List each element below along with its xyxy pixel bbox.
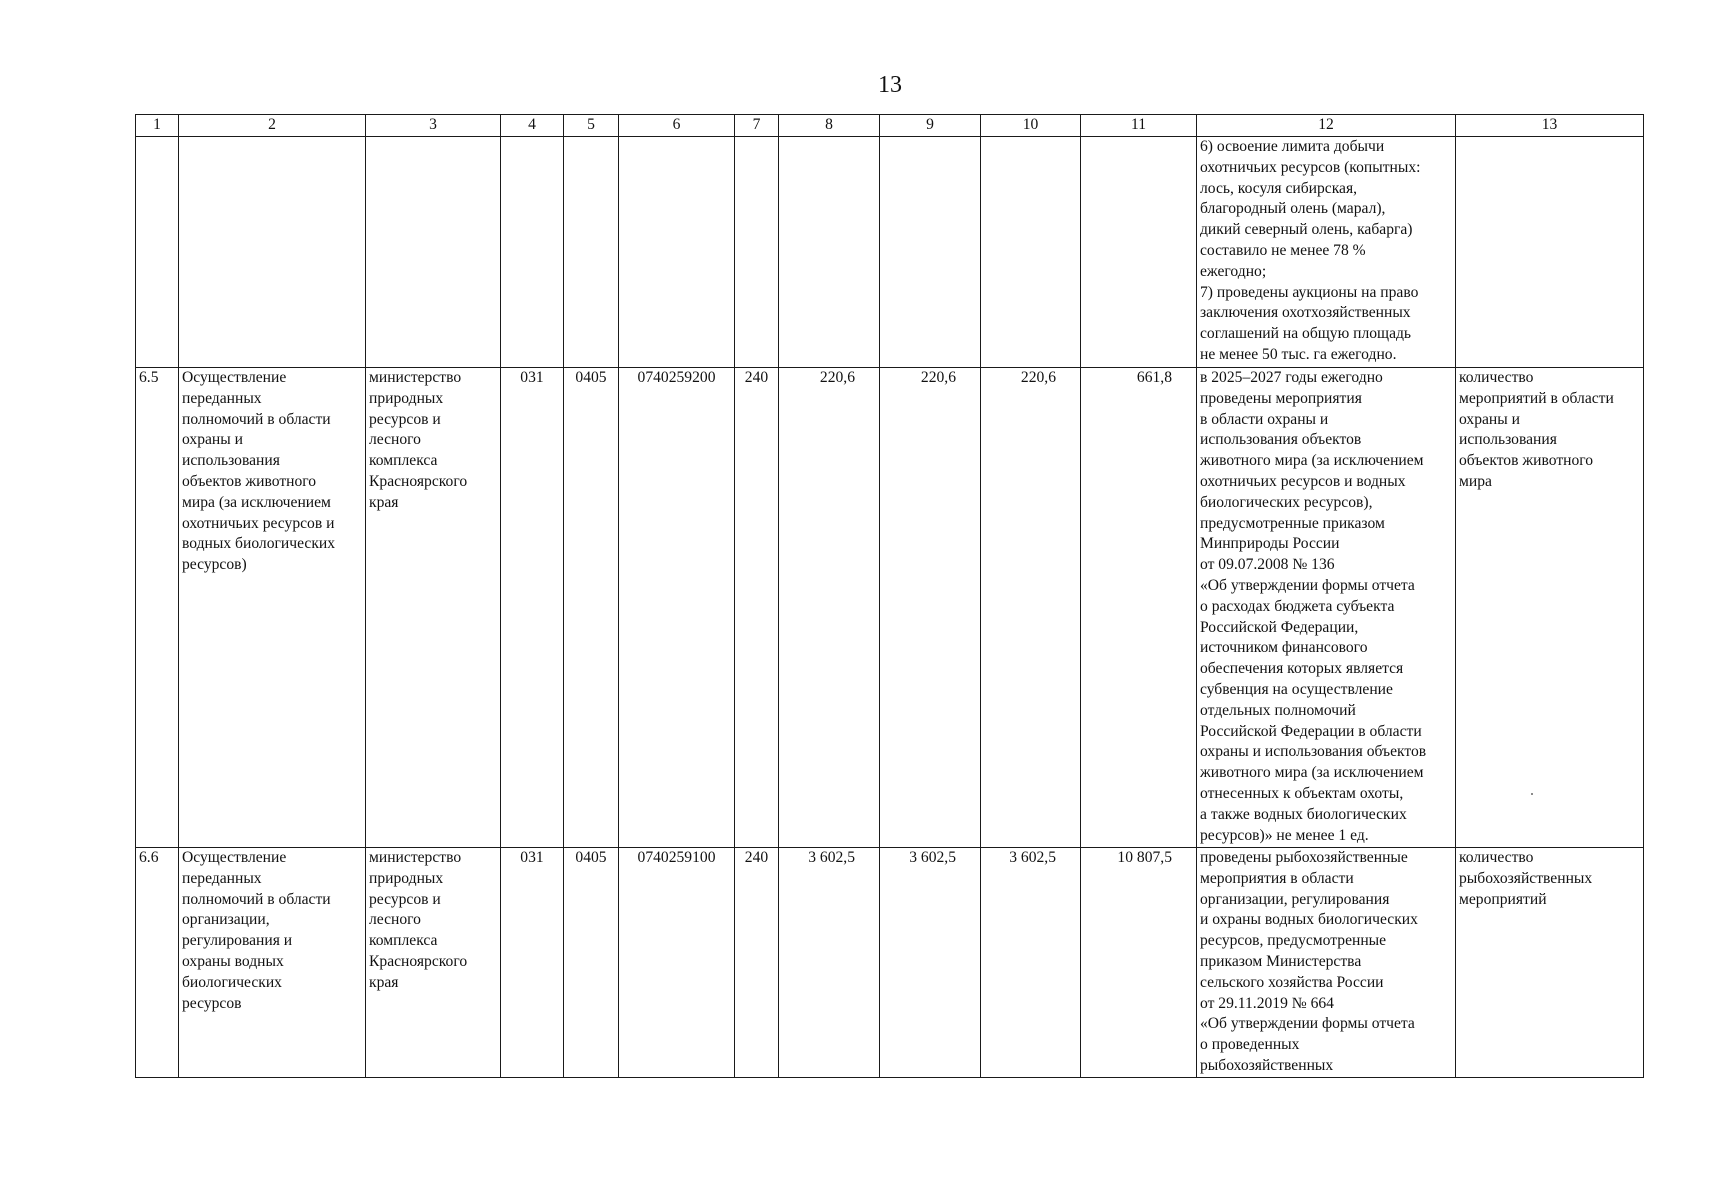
text-line: министерство bbox=[369, 849, 462, 866]
cell-activity-name bbox=[179, 137, 366, 368]
text-line: охотничьих ресурсов и bbox=[182, 514, 335, 532]
cell-expected-result bbox=[1197, 848, 1456, 1078]
cell-amount-2027: 3 602,5 bbox=[981, 848, 1081, 1078]
text-line: лесного bbox=[369, 911, 421, 929]
text-line: охотничьих ресурсов (копытных: bbox=[1200, 158, 1421, 176]
cell-number: 6.6 bbox=[136, 848, 179, 1078]
text-line: мира bbox=[1459, 472, 1492, 490]
text-line: Красноярского bbox=[369, 472, 468, 490]
text-line: дикий северный олень, кабарга) bbox=[1200, 221, 1413, 239]
text-line: комплекса bbox=[369, 932, 438, 950]
cell-amount-2025: 3 602,5 bbox=[779, 848, 880, 1078]
text-line: в области охраны и bbox=[1200, 410, 1329, 428]
text-line: биологических bbox=[182, 973, 282, 991]
text-line: в 2025–2027 годы ежегодно bbox=[1200, 369, 1383, 386]
text-line: мероприятий в области bbox=[1459, 389, 1614, 407]
text-line: мира (за исключением bbox=[182, 493, 331, 511]
text-line: ресурсов и bbox=[369, 890, 441, 908]
text-line: «Об утверждении формы отчета bbox=[1200, 1015, 1415, 1033]
cell-amount-2025: 220,6 bbox=[779, 368, 880, 848]
text-line: ежегодно; bbox=[1200, 262, 1267, 280]
page-number: 13 bbox=[878, 72, 902, 98]
text-line: объектов животного bbox=[182, 472, 317, 490]
text-line: Осуществление bbox=[182, 369, 287, 386]
cell-code-grbs: 031 bbox=[501, 368, 564, 848]
text-line: Красноярского bbox=[369, 952, 468, 970]
text-line: ресурсов и bbox=[369, 410, 441, 428]
text-line: Российской Федерации, bbox=[1200, 618, 1359, 636]
text-line: а также водных биологических bbox=[1200, 805, 1407, 823]
cell-code-section bbox=[564, 137, 619, 368]
text-line: ресурсов, предусмотренные bbox=[1200, 932, 1387, 950]
program-activities-table bbox=[135, 114, 1644, 1078]
text-line: использования bbox=[182, 452, 280, 470]
cell-code-target bbox=[619, 137, 735, 368]
cell-executor bbox=[366, 848, 501, 1078]
text-line: отдельных полномочий bbox=[1200, 701, 1356, 719]
text-line: переданных bbox=[182, 869, 262, 887]
text-line: рыбохозяйственных bbox=[1200, 1056, 1334, 1074]
text-line: Осуществление bbox=[182, 849, 287, 866]
text-line: проведены рыбохозяйственные bbox=[1200, 849, 1408, 866]
text-line: «Об утверждении формы отчета bbox=[1200, 576, 1415, 594]
text-line: природных bbox=[369, 869, 444, 887]
text-line: водных биологических bbox=[182, 535, 336, 553]
cell-number bbox=[136, 137, 179, 368]
column-header: 1 bbox=[136, 115, 179, 137]
text-line: предусмотренные приказом bbox=[1200, 514, 1385, 532]
text-line: биологических ресурсов), bbox=[1200, 493, 1373, 511]
cell-code-section: 0405 bbox=[564, 848, 619, 1078]
text-line: и охраны водных биологических bbox=[1200, 911, 1418, 929]
cell-number: 6.5 bbox=[136, 368, 179, 848]
column-header: 9 bbox=[880, 115, 981, 137]
column-header: 10 bbox=[981, 115, 1081, 137]
text-line: субвенция на осуществление bbox=[1200, 680, 1393, 698]
cell-amount-2027: 220,6 bbox=[981, 368, 1081, 848]
table-row bbox=[136, 368, 1644, 848]
text-line: Российской Федерации в области bbox=[1200, 722, 1422, 740]
cell-indicator bbox=[1456, 137, 1644, 368]
cell-activity-name bbox=[179, 368, 366, 848]
column-header: 13 bbox=[1456, 115, 1644, 137]
text-line: о проведенных bbox=[1200, 1036, 1300, 1054]
text-line: 6) освоение лимита добычи bbox=[1200, 138, 1385, 155]
text-line: источником финансового bbox=[1200, 639, 1368, 657]
text-line: переданных bbox=[182, 389, 262, 407]
column-header: 12 bbox=[1197, 115, 1456, 137]
text-line: мероприятия в области bbox=[1200, 869, 1354, 887]
text-line: приказом Министерства bbox=[1200, 952, 1362, 970]
text-line: мероприятий bbox=[1459, 890, 1547, 908]
cell-expected-result bbox=[1197, 368, 1456, 848]
column-header: 7 bbox=[735, 115, 779, 137]
text-line: рыбохозяйственных bbox=[1459, 869, 1593, 887]
text-line: проведены мероприятия bbox=[1200, 389, 1362, 407]
text-line: заключения охотхозяйственных bbox=[1200, 304, 1411, 322]
text-line: обеспечения которых является bbox=[1200, 660, 1404, 678]
cell-code-expense: 240 bbox=[735, 848, 779, 1078]
text-line: животного мира (за исключением bbox=[1200, 764, 1424, 782]
text-line: края bbox=[369, 973, 399, 991]
cell-executor bbox=[366, 137, 501, 368]
text-line: министерство bbox=[369, 369, 462, 386]
text-line: Минприроды России bbox=[1200, 535, 1340, 553]
text-line: ресурсов) bbox=[182, 556, 247, 574]
text-line: объектов животного bbox=[1459, 452, 1594, 470]
text-line: полномочий в области bbox=[182, 410, 331, 428]
cell-code-expense: 240 bbox=[735, 368, 779, 848]
text-line: охраны и использования объектов bbox=[1200, 743, 1427, 761]
cell-executor bbox=[366, 368, 501, 848]
header-row bbox=[136, 115, 1644, 137]
cell-amount-2025 bbox=[779, 137, 880, 368]
text-line: организации, регулирования bbox=[1200, 890, 1390, 908]
column-header: 3 bbox=[366, 115, 501, 137]
text-line: количество bbox=[1459, 849, 1534, 866]
column-header: 2 bbox=[179, 115, 366, 137]
text-line: охраны и bbox=[182, 431, 243, 449]
text-line: охотничьих ресурсов и водных bbox=[1200, 472, 1406, 490]
text-line: составило не менее 78 % bbox=[1200, 241, 1366, 259]
cell-code-expense bbox=[735, 137, 779, 368]
text-line: 7) проведены аукционы на право bbox=[1200, 283, 1419, 301]
text-line: охраны и bbox=[1459, 410, 1520, 428]
text-line: комплекса bbox=[369, 452, 438, 470]
table-row bbox=[136, 848, 1644, 1078]
text-line: лось, косуля сибирская, bbox=[1200, 179, 1358, 197]
text-line: соглашений на общую площадь bbox=[1200, 325, 1412, 343]
cell-indicator bbox=[1456, 368, 1644, 848]
text-line: количество bbox=[1459, 369, 1534, 386]
cell-code-section: 0405 bbox=[564, 368, 619, 848]
text-line: о расходах бюджета субъекта bbox=[1200, 597, 1395, 615]
cell-expected-result bbox=[1197, 137, 1456, 368]
text-line: животного мира (за исключением bbox=[1200, 452, 1424, 470]
column-header: 6 bbox=[619, 115, 735, 137]
text-line: использования объектов bbox=[1200, 431, 1362, 449]
cell-amount-total: 661,8 bbox=[1081, 368, 1197, 848]
text-line: природных bbox=[369, 389, 444, 407]
text-line: полномочий в области bbox=[182, 890, 331, 908]
cell-amount-2026: 220,6 bbox=[880, 368, 981, 848]
cell-code-target: 0740259100 bbox=[619, 848, 735, 1078]
text-line: лесного bbox=[369, 431, 421, 449]
text-line: охраны водных bbox=[182, 952, 284, 970]
text-line: от 09.07.2008 № 136 bbox=[1200, 556, 1335, 574]
text-line: организации, bbox=[182, 911, 270, 929]
text-line: ресурсов bbox=[182, 994, 242, 1012]
text-line: от 29.11.2019 № 664 bbox=[1200, 994, 1334, 1012]
column-header: 8 bbox=[779, 115, 880, 137]
text-line: не менее 50 тыс. га ежегодно. bbox=[1200, 345, 1397, 363]
table-row bbox=[136, 137, 1644, 368]
cell-amount-2026 bbox=[880, 137, 981, 368]
scan-speck bbox=[1531, 793, 1533, 795]
text-line: края bbox=[369, 493, 399, 511]
text-line: отнесенных к объектам охоты, bbox=[1200, 784, 1404, 802]
column-header: 11 bbox=[1081, 115, 1197, 137]
text-line: ресурсов)» не менее 1 ед. bbox=[1200, 826, 1369, 844]
cell-amount-total: 10 807,5 bbox=[1081, 848, 1197, 1078]
cell-amount-2027 bbox=[981, 137, 1081, 368]
cell-code-grbs bbox=[501, 137, 564, 368]
cell-indicator bbox=[1456, 848, 1644, 1078]
text-line: использования bbox=[1459, 431, 1557, 449]
text-line: сельского хозяйства России bbox=[1200, 973, 1384, 991]
cell-amount-2026: 3 602,5 bbox=[880, 848, 981, 1078]
column-header: 4 bbox=[501, 115, 564, 137]
text-line: регулирования и bbox=[182, 932, 293, 950]
cell-code-grbs: 031 bbox=[501, 848, 564, 1078]
column-header: 5 bbox=[564, 115, 619, 137]
text-line: благородный олень (марал), bbox=[1200, 200, 1386, 218]
cell-activity-name bbox=[179, 848, 366, 1078]
cell-amount-total bbox=[1081, 137, 1197, 368]
cell-code-target: 0740259200 bbox=[619, 368, 735, 848]
